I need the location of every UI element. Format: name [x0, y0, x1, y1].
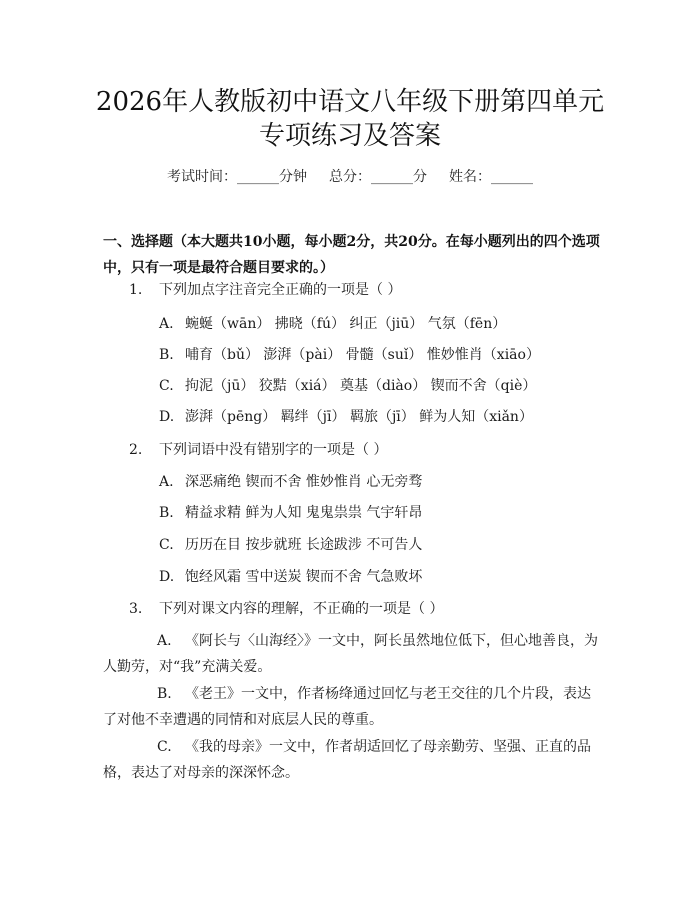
q3-option-b: [103, 681, 603, 733]
option-label: C.: [157, 739, 172, 755]
option-label: B.: [157, 686, 172, 702]
question-number: 1.: [129, 282, 143, 298]
option-text: 哺育（bǔ） 澎湃（pài） 骨髓（suǐ） 惟妙惟肖（xiāo）: [185, 347, 540, 363]
option-label: D.: [159, 409, 175, 425]
question-stem: 下列加点字注音完全正确的一项是（ ）: [159, 282, 402, 298]
option-text: 澎湃（pēng） 羁绊（jī） 羁旅（jī） 鲜为人知（xiǎn）: [185, 409, 533, 425]
q3-option-a: [103, 628, 603, 680]
q1-option-c: [159, 374, 536, 398]
question-number: 2.: [129, 442, 143, 458]
page-subtitle: 专项练习及答案: [258, 121, 441, 151]
section-heading: 一、选择题（本大题共10小题，每小题2分，共20分。在每小题列出的四个选项中，只有一项是最符合题目要求的。）: [103, 234, 600, 276]
option-label: B.: [159, 347, 174, 363]
option-text: 《阿长与〈山海经〉》一文中，阿长虽然地位低下，但心地善良，为人勤劳，对“我”充满关爱。: [103, 633, 598, 675]
option-text: 历历在目 按步就班 长途跋涉 不可告人: [185, 537, 423, 553]
option-label: C.: [159, 537, 174, 553]
q1-option-a: [159, 312, 506, 336]
q1-option-b: [159, 343, 540, 367]
option-text: 《老王》一文中，作者杨绛通过回忆与老王交往的几个片段，表达了对他不幸遭遇的同情和对底层人民的尊重。: [103, 686, 591, 728]
option-text: 蜿蜒（wān） 拂晓（fú） 纠正（jiū） 气氛（fēn）: [185, 316, 507, 332]
option-text: 拘泥（jū） 狡黠（xiá） 奠基（diào） 锲而不舍（qiè）: [185, 378, 537, 394]
option-label: B.: [159, 505, 174, 521]
option-label: D.: [159, 569, 175, 585]
option-text: 深恶痛绝 锲而不舍 惟妙惟肖 心无旁骛: [185, 474, 423, 490]
option-label: A.: [159, 474, 174, 490]
option-label: A.: [157, 633, 172, 649]
q3-option-c: [103, 734, 603, 786]
page-title: 2026年人教版初中语文八年级下册第四单元: [95, 87, 605, 117]
q1-option-d: [159, 405, 533, 429]
question-1: [129, 278, 401, 302]
question-stem: 下列词语中没有错别字的一项是（ ）: [159, 442, 388, 458]
option-text: 精益求精 鲜为人知 鬼鬼祟祟 气宇轩昂: [185, 505, 423, 521]
q2-option-b: [159, 501, 422, 525]
question-2: [129, 438, 387, 462]
total-score-label: 总分：______分: [329, 169, 427, 185]
q2-option-d: [159, 565, 422, 589]
option-text: 《我的母亲》一文中，作者胡适回忆了母亲勤劳、坚强、正直的品格，表达了对母亲的深深怀念。: [103, 739, 591, 781]
exam-meta: [0, 165, 700, 189]
question-3: [129, 597, 443, 621]
option-label: C.: [159, 378, 174, 394]
option-text: 饱经风霜 雪中送炭 锲而不舍 气急败坏: [185, 569, 423, 585]
q2-option-c: [159, 533, 422, 557]
question-number: 3.: [129, 601, 143, 617]
q2-option-a: [159, 470, 422, 494]
exam-time-label: 考试时间：______分钟: [167, 169, 307, 185]
question-stem: 下列对课文内容的理解，不正确的一项是（ ）: [159, 601, 444, 617]
student-name-label: 姓名：______: [449, 169, 533, 185]
option-label: A.: [159, 316, 174, 332]
